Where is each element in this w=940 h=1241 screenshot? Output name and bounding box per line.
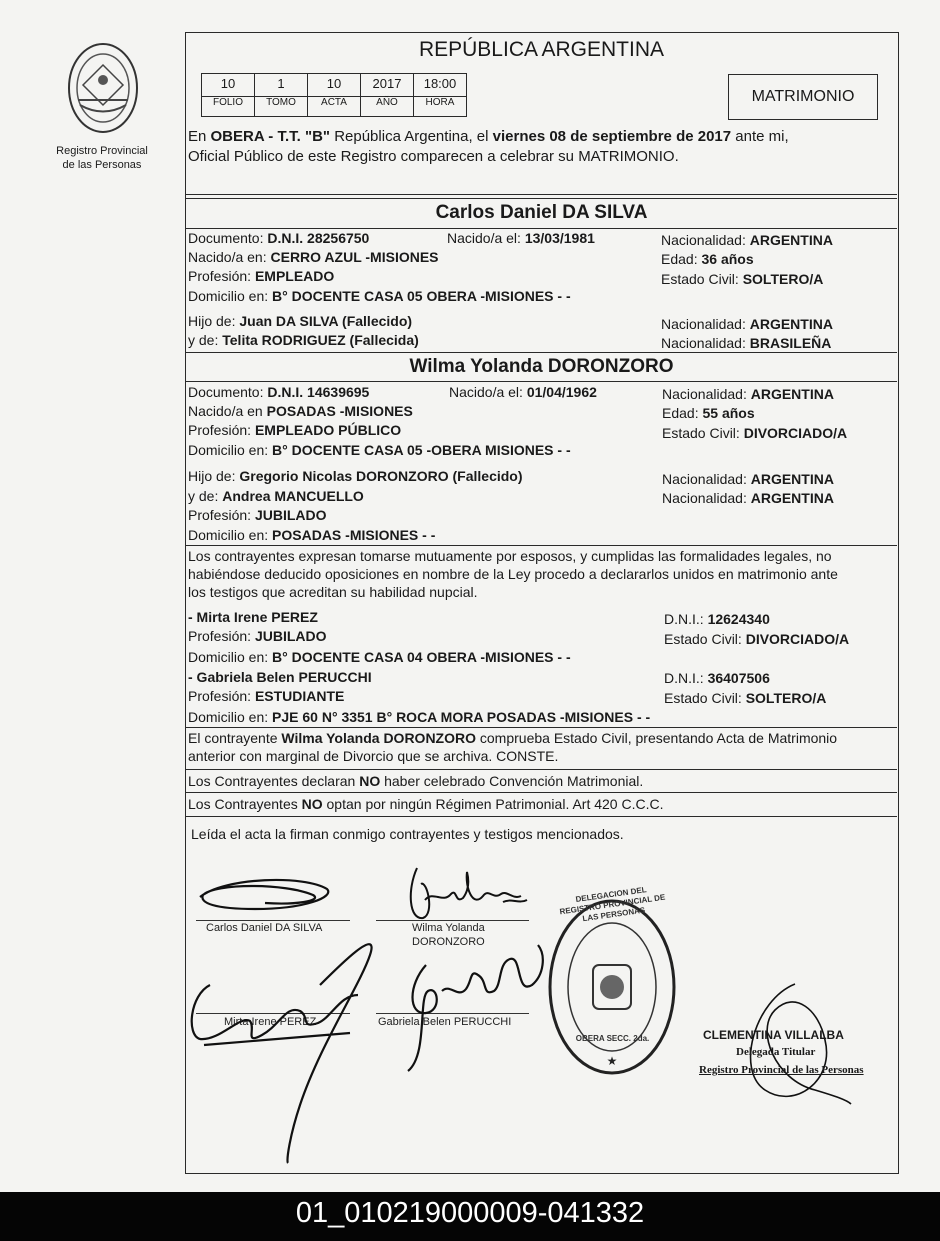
country-title: REPÚBLICA ARGENTINA [418, 38, 665, 61]
bride-name: Wilma Yolanda DORONZORO [409, 356, 674, 377]
act-type-label: MATRIMONIO [751, 88, 855, 105]
groom-signature-name: Carlos Daniel DA SILVA [206, 922, 323, 934]
bride-signature-name-1: Wilma Yolanda [412, 922, 485, 934]
witness-1-civil-status: Estado Civil: DIVORCIADO/A [664, 631, 850, 647]
witness-2-name: - Gabriela Belen PERUCCHI [188, 669, 372, 685]
bride-born: Nacido/a el: 01/04/1962 [449, 384, 597, 400]
note-line-2: anterior con marginal de Divorcio que se archiva. CONSTE. [188, 748, 559, 764]
bride-nationality: Nacionalidad: ARGENTINA [662, 386, 834, 402]
bride-signature [403, 860, 533, 930]
document-code: 01_010219000009-041332 [295, 1197, 645, 1229]
tomo-value: 1 [254, 73, 308, 97]
bride-mother-profession: Profesión: JUBILADO [188, 507, 327, 523]
bride-profession: Profesión: EMPLEADO PÚBLICO [188, 422, 402, 438]
stamp-inner: OBERA SECC. 2da. [575, 1034, 650, 1043]
closing-line: Leída el acta la firman conmigo contrayentes y testigos mencionados. [191, 826, 624, 842]
note-line-1: El contrayente Wilma Yolanda DORONZORO comprueba Estado Civil, presentando Acta de Matrimonio [188, 730, 838, 746]
hour-value: 18:00 [413, 73, 467, 97]
hour-label: HORA [413, 96, 467, 117]
regime-line-1: Los Contrayentes declaran NO haber celebrado Convención Matrimonial. [188, 773, 644, 789]
witness-1-dni: D.N.I.: 12624340 [664, 611, 770, 627]
registry-seal-icon [58, 40, 148, 140]
bride-age: Edad: 55 años [662, 405, 755, 421]
groom-father-nationality: Nacionalidad: ARGENTINA [661, 316, 833, 332]
bride-birthplace: Nacido/a en POSADAS -MISIONES [188, 403, 413, 419]
groom-address: Domicilio en: B° DOCENTE CASA 05 OBERA -MISIONES - - [188, 288, 571, 304]
officer-title: Delegada Titular [736, 1046, 816, 1058]
year-value: 2017 [360, 73, 414, 97]
intro-line-1: En OBERA - T.T. "B" República Argentina, el viernes 08 de septiembre de 2017 ante mi, [188, 128, 789, 145]
groom-nationality: Nacionalidad: ARGENTINA [661, 232, 833, 248]
groom-signature [195, 875, 335, 920]
year-label: AÑO [360, 96, 414, 117]
groom-name: Carlos Daniel DA SILVA [435, 202, 648, 223]
officer-org: Registro Provincial de las Personas [699, 1064, 864, 1076]
stamp-text: DELEGACION DEL REGISTRO PROVINCIAL DE LAS PERSONAS [559, 885, 666, 924]
witness-1-name: - Mirta Irene PEREZ [188, 609, 318, 625]
witness-2-civil-status: Estado Civil: SOLTERO/A [664, 690, 827, 706]
bride-father-nationality: Nacionalidad: ARGENTINA [662, 471, 834, 487]
witness-2-address: Domicilio en: PJE 60 N° 3351 B° ROCA MORA POSADAS -MISIONES - - [188, 709, 651, 725]
declaration-line-2: habiéndose deducido oposiciones en nombre de la Ley procedo a declararlos unidos en matrimonio ante [188, 566, 838, 582]
registry-caption-1: Registro Provincial [56, 145, 148, 157]
acta-value: 10 [307, 73, 361, 97]
registry-caption-2: de las Personas [62, 159, 142, 171]
bride-mother-address: Domicilio en: POSADAS -MISIONES - - [188, 527, 436, 543]
witness-1-signature-name: Mirta Irene PEREZ [224, 1016, 317, 1028]
groom-civil-status: Estado Civil: SOLTERO/A [661, 271, 824, 287]
declaration-line-1: Los contrayentes expresan tomarse mutuamente por esposos, y cumplidas las formalidades legales, no [188, 548, 832, 564]
acta-label: ACTA [307, 96, 361, 117]
svg-text:★: ★ [606, 1054, 618, 1068]
bride-father: Hijo de: Gregorio Nicolas DORONZORO (Fallecido) [188, 468, 523, 484]
tomo-label: TOMO [254, 96, 308, 117]
groom-document: Documento: D.N.I. 28256750 [188, 230, 370, 246]
groom-born: Nacido/a el: 13/03/1981 [447, 230, 595, 246]
witness-2-profession: Profesión: ESTUDIANTE [188, 688, 345, 704]
bride-signature-name-2: DORONZORO [412, 936, 485, 948]
witness-1-address: Domicilio en: B° DOCENTE CASA 04 OBERA -MISIONES - - [188, 649, 571, 665]
bride-mother-nationality: Nacionalidad: ARGENTINA [662, 490, 834, 506]
witness-1-signature [190, 925, 390, 1165]
intro-line-2: Oficial Público de este Registro comparecen a celebrar su MATRIMONIO. [188, 148, 679, 165]
groom-mother-nationality: Nacionalidad: BRASILEÑA [661, 335, 832, 351]
witness-1-profession: Profesión: JUBILADO [188, 628, 327, 644]
folio-label: FOLIO [201, 96, 255, 117]
witness-2-dni: D.N.I.: 36407506 [664, 670, 770, 686]
act-type-box [728, 74, 878, 120]
bride-document: Documento: D.N.I. 14639695 [188, 384, 370, 400]
bride-mother: y de: Andrea MANCUELLO [188, 488, 364, 504]
witness-2-signature-name: Gabriela Belen PERUCCHI [378, 1016, 512, 1028]
groom-father: Hijo de: Juan DA SILVA (Fallecido) [188, 313, 413, 329]
groom-mother: y de: Telita RODRIGUEZ (Fallecida) [188, 332, 419, 348]
folio-value: 10 [201, 73, 255, 97]
groom-profession: Profesión: EMPLEADO [188, 268, 335, 284]
witness-2-signature [398, 935, 548, 1075]
groom-birthplace: Nacido/a en: CERRO AZUL -MISIONES [188, 249, 439, 265]
groom-age: Edad: 36 años [661, 251, 754, 267]
officer-name: CLEMENTINA VILLALBA [703, 1028, 844, 1042]
bride-address: Domicilio en: B° DOCENTE CASA 05 -OBERA MISIONES - - [188, 442, 571, 458]
declaration-line-3: los testigos que acreditan su habilidad nupcial. [188, 584, 478, 600]
regime-line-2: Los Contrayentes NO optan por ningún Régimen Patrimonial. Art 420 C.C.C. [188, 796, 664, 812]
bride-civil-status: Estado Civil: DIVORCIADO/A [662, 425, 848, 441]
